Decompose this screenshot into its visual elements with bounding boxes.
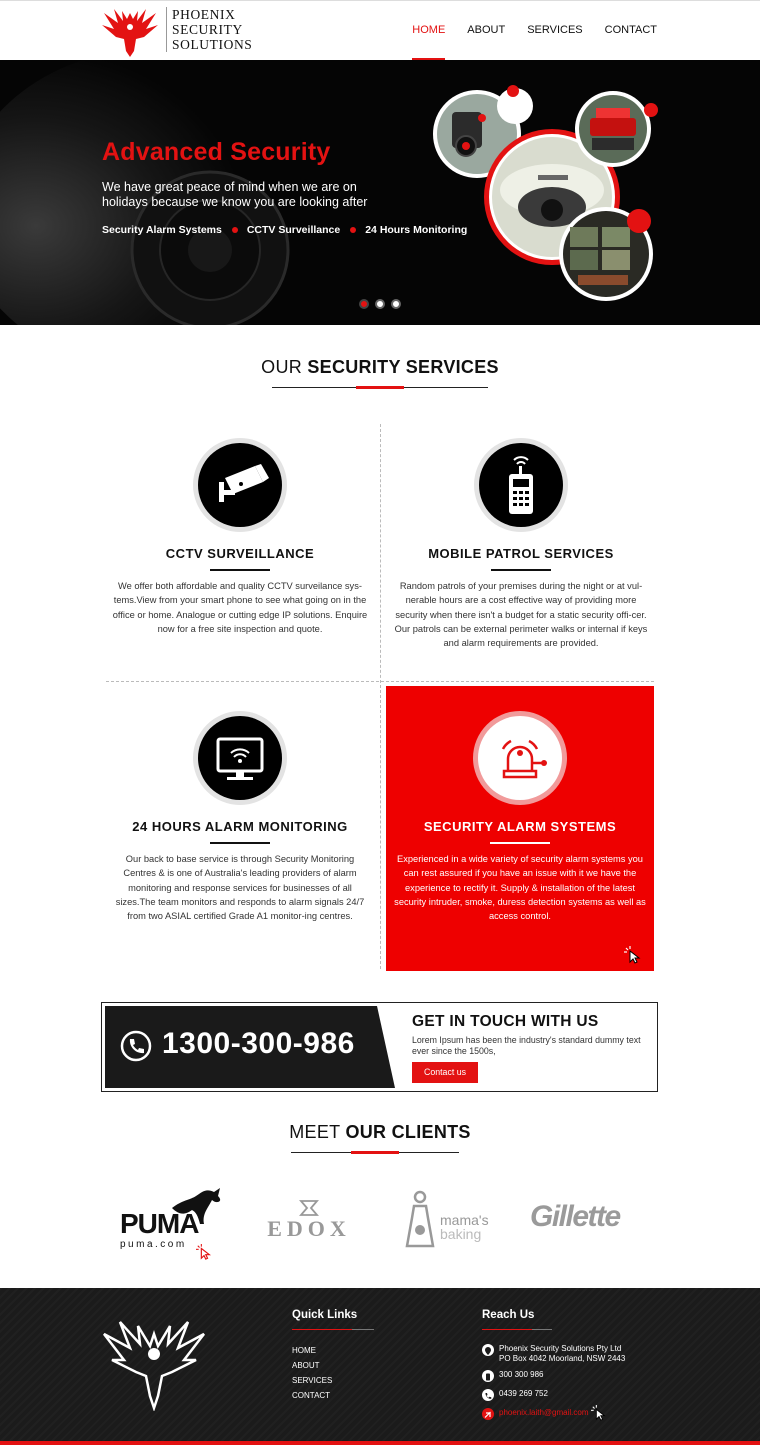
service-description: Random patrols of your premises during the night or at vul-nerable hours are a cost effective way of providing more security when there isn't a budget for a static security offi-cer. Our patrols can be external perimeter walks or internal if keys and alarm requirements are provided. xyxy=(394,581,648,649)
cursor-pointer-icon xyxy=(196,1244,212,1260)
hero-features xyxy=(102,224,467,236)
footer-link-about[interactable]: ABOUT xyxy=(292,1361,320,1370)
quick-links-title: Quick Links xyxy=(292,1309,358,1321)
services-divider-vertical xyxy=(380,424,381,969)
site-header xyxy=(0,0,760,60)
footer-bottom-bar xyxy=(0,1441,760,1445)
phone1-row xyxy=(482,1370,625,1382)
contact-us-button[interactable]: Contact us xyxy=(412,1062,478,1083)
cursor-pointer-icon xyxy=(624,946,642,964)
cursor-pointer-icon xyxy=(591,1405,607,1421)
client-logo-edox[interactable] xyxy=(258,1198,360,1242)
client-logo-gillette[interactable] xyxy=(530,1200,650,1240)
address-text xyxy=(499,1344,625,1363)
edox-emblem-icon xyxy=(299,1200,319,1216)
security-collage-image xyxy=(420,82,660,312)
address-row xyxy=(482,1344,625,1363)
footer-link-contact[interactable]: CONTACT xyxy=(292,1391,331,1400)
service-title-rule xyxy=(491,569,551,571)
hero-tagline: We have great peace of mind when we are on holidays because we know you are looking after xyxy=(102,180,368,209)
hero-feature: 24 Hours Monitoring xyxy=(365,224,468,236)
location-pin-icon xyxy=(482,1344,494,1356)
site-footer xyxy=(0,1288,760,1445)
phone-icon xyxy=(482,1389,494,1401)
client-name: mama's xyxy=(440,1212,489,1228)
mobile-phone-icon xyxy=(482,1370,494,1382)
footer-link-home[interactable]: HOME xyxy=(292,1346,316,1355)
services-title-bold: SECURITY SERVICES xyxy=(307,357,499,377)
phoenix-logo-icon[interactable] xyxy=(100,5,160,57)
service-icon-circle xyxy=(193,438,287,532)
phone-number[interactable]: 1300-300-986 xyxy=(162,1027,355,1060)
cctv-camera-icon xyxy=(193,438,287,532)
service-title-rule xyxy=(210,842,270,844)
client-sub: baking xyxy=(440,1226,482,1242)
services-title-light: OUR xyxy=(261,357,308,377)
client-logo-puma[interactable] xyxy=(118,1186,228,1261)
postal-address: PO Box 4042 Moorland, NSW 2443 xyxy=(499,1353,626,1363)
service-card-mobile-patrol xyxy=(385,438,657,650)
alarm-bell-icon xyxy=(473,711,567,805)
slider-dot-2[interactable] xyxy=(375,299,385,309)
client-logo-mamas-baking[interactable] xyxy=(405,1190,505,1250)
brand-name[interactable] xyxy=(166,7,252,52)
brand-line-3: SOLUTIONS xyxy=(172,37,253,52)
clients-title-light: MEET xyxy=(289,1122,346,1142)
quick-links-rule xyxy=(292,1329,374,1330)
service-icon-circle xyxy=(193,711,287,805)
nav-contact[interactable]: CONTACT xyxy=(604,24,657,36)
phone2-row xyxy=(482,1389,625,1401)
service-card-cctv xyxy=(104,438,376,636)
service-card-alarm-monitoring xyxy=(104,711,376,923)
nav-services[interactable]: SERVICES xyxy=(527,24,583,36)
service-title: 24 HOURS ALARM MONITORING xyxy=(132,819,348,834)
client-name: Gillette xyxy=(530,1200,620,1233)
service-title-rule xyxy=(210,569,270,571)
service-title: SECURITY ALARM SYSTEMS xyxy=(423,819,617,834)
email-row xyxy=(482,1408,625,1421)
nav-about[interactable]: ABOUT xyxy=(467,24,506,36)
services-title-rule xyxy=(272,387,488,388)
service-title: CCTV SURVEILLANCE xyxy=(165,546,315,561)
brand-line-1: PHOENIX xyxy=(172,7,236,22)
bullet-dot-icon xyxy=(350,227,356,233)
bullet-dot-icon xyxy=(232,227,238,233)
brand-line-2: SECURITY xyxy=(172,22,243,37)
quick-links-list xyxy=(292,1343,332,1403)
service-description: Experienced in a wide variety of security alarm systems you can rest assured if you have an issue with it we have the experience to rectify it. Supply & installation of the latest security intruder, smoke, duress detection systems as well as access control. xyxy=(394,854,646,922)
phone2-text[interactable]: 0439 269 752 xyxy=(499,1389,548,1398)
footer-link-services[interactable]: SERVICES xyxy=(292,1376,333,1385)
clients-section-title xyxy=(0,1122,760,1143)
services-section-title xyxy=(0,357,760,378)
service-title-rule xyxy=(490,842,550,844)
cta-text: Lorem Ipsum has been the industry's standard dummy text ever since the 1500s, xyxy=(412,1035,641,1056)
service-icon-circle xyxy=(474,438,568,532)
phone-icon xyxy=(120,1030,152,1062)
company-name: Phoenix Security Solutions Pty Ltd xyxy=(499,1344,622,1353)
email-link[interactable]: phoenix.laith@gmail.com xyxy=(499,1408,589,1417)
phone1-text[interactable]: 300 300 986 xyxy=(499,1370,544,1379)
monitor-wifi-icon xyxy=(193,711,287,805)
service-card-alarm-systems[interactable] xyxy=(386,686,654,971)
main-nav xyxy=(390,1,657,61)
hero-title: Advanced Security xyxy=(102,138,331,166)
reach-us-rule xyxy=(482,1329,552,1330)
service-title: MOBILE PATROL SERVICES xyxy=(428,546,614,561)
client-name: PUMA xyxy=(120,1208,199,1239)
clients-title-rule xyxy=(291,1152,459,1153)
reach-us-title: Reach Us xyxy=(482,1309,535,1321)
mamas-figure-icon xyxy=(405,1190,435,1248)
nav-home[interactable]: HOME xyxy=(412,1,445,61)
service-icon-circle xyxy=(473,711,567,805)
clients-title-bold: OUR CLIENTS xyxy=(345,1122,471,1142)
hero-feature: CCTV Surveillance xyxy=(246,224,341,236)
services-divider-horizontal xyxy=(106,681,654,682)
hero-slider xyxy=(0,60,760,325)
client-name: EDOX xyxy=(267,1216,351,1241)
client-sub: puma.com xyxy=(120,1239,187,1250)
service-description: Our back to base service is through Security Monitoring Centres & is one of Australia's leading providers of alarm monitoring and response services for businesses of all sizes.The team monitors and responds to alarm signals 24/7 from two ASIAL certified Grade A1 monitor-ing centres. xyxy=(115,854,365,922)
reach-us-list xyxy=(482,1344,625,1428)
phoenix-logo-icon[interactable] xyxy=(100,1316,208,1411)
email-icon xyxy=(482,1408,494,1420)
slider-dot-1[interactable] xyxy=(359,299,369,309)
contact-banner xyxy=(101,1002,658,1092)
service-description: We offer both affordable and quality CCTV surveilance sys-tems.View from your smart phone to see what going on in the office or home. Analogue or cutting edge IP solutions. Enquire now for a free site inspection and quote. xyxy=(112,581,368,634)
slider-dots xyxy=(359,299,401,309)
cta-title: GET IN TOUCH WITH US xyxy=(412,1013,599,1030)
slider-dot-3[interactable] xyxy=(391,299,401,309)
hero-feature: Security Alarm Systems xyxy=(102,224,222,236)
walkie-talkie-icon xyxy=(474,438,568,532)
